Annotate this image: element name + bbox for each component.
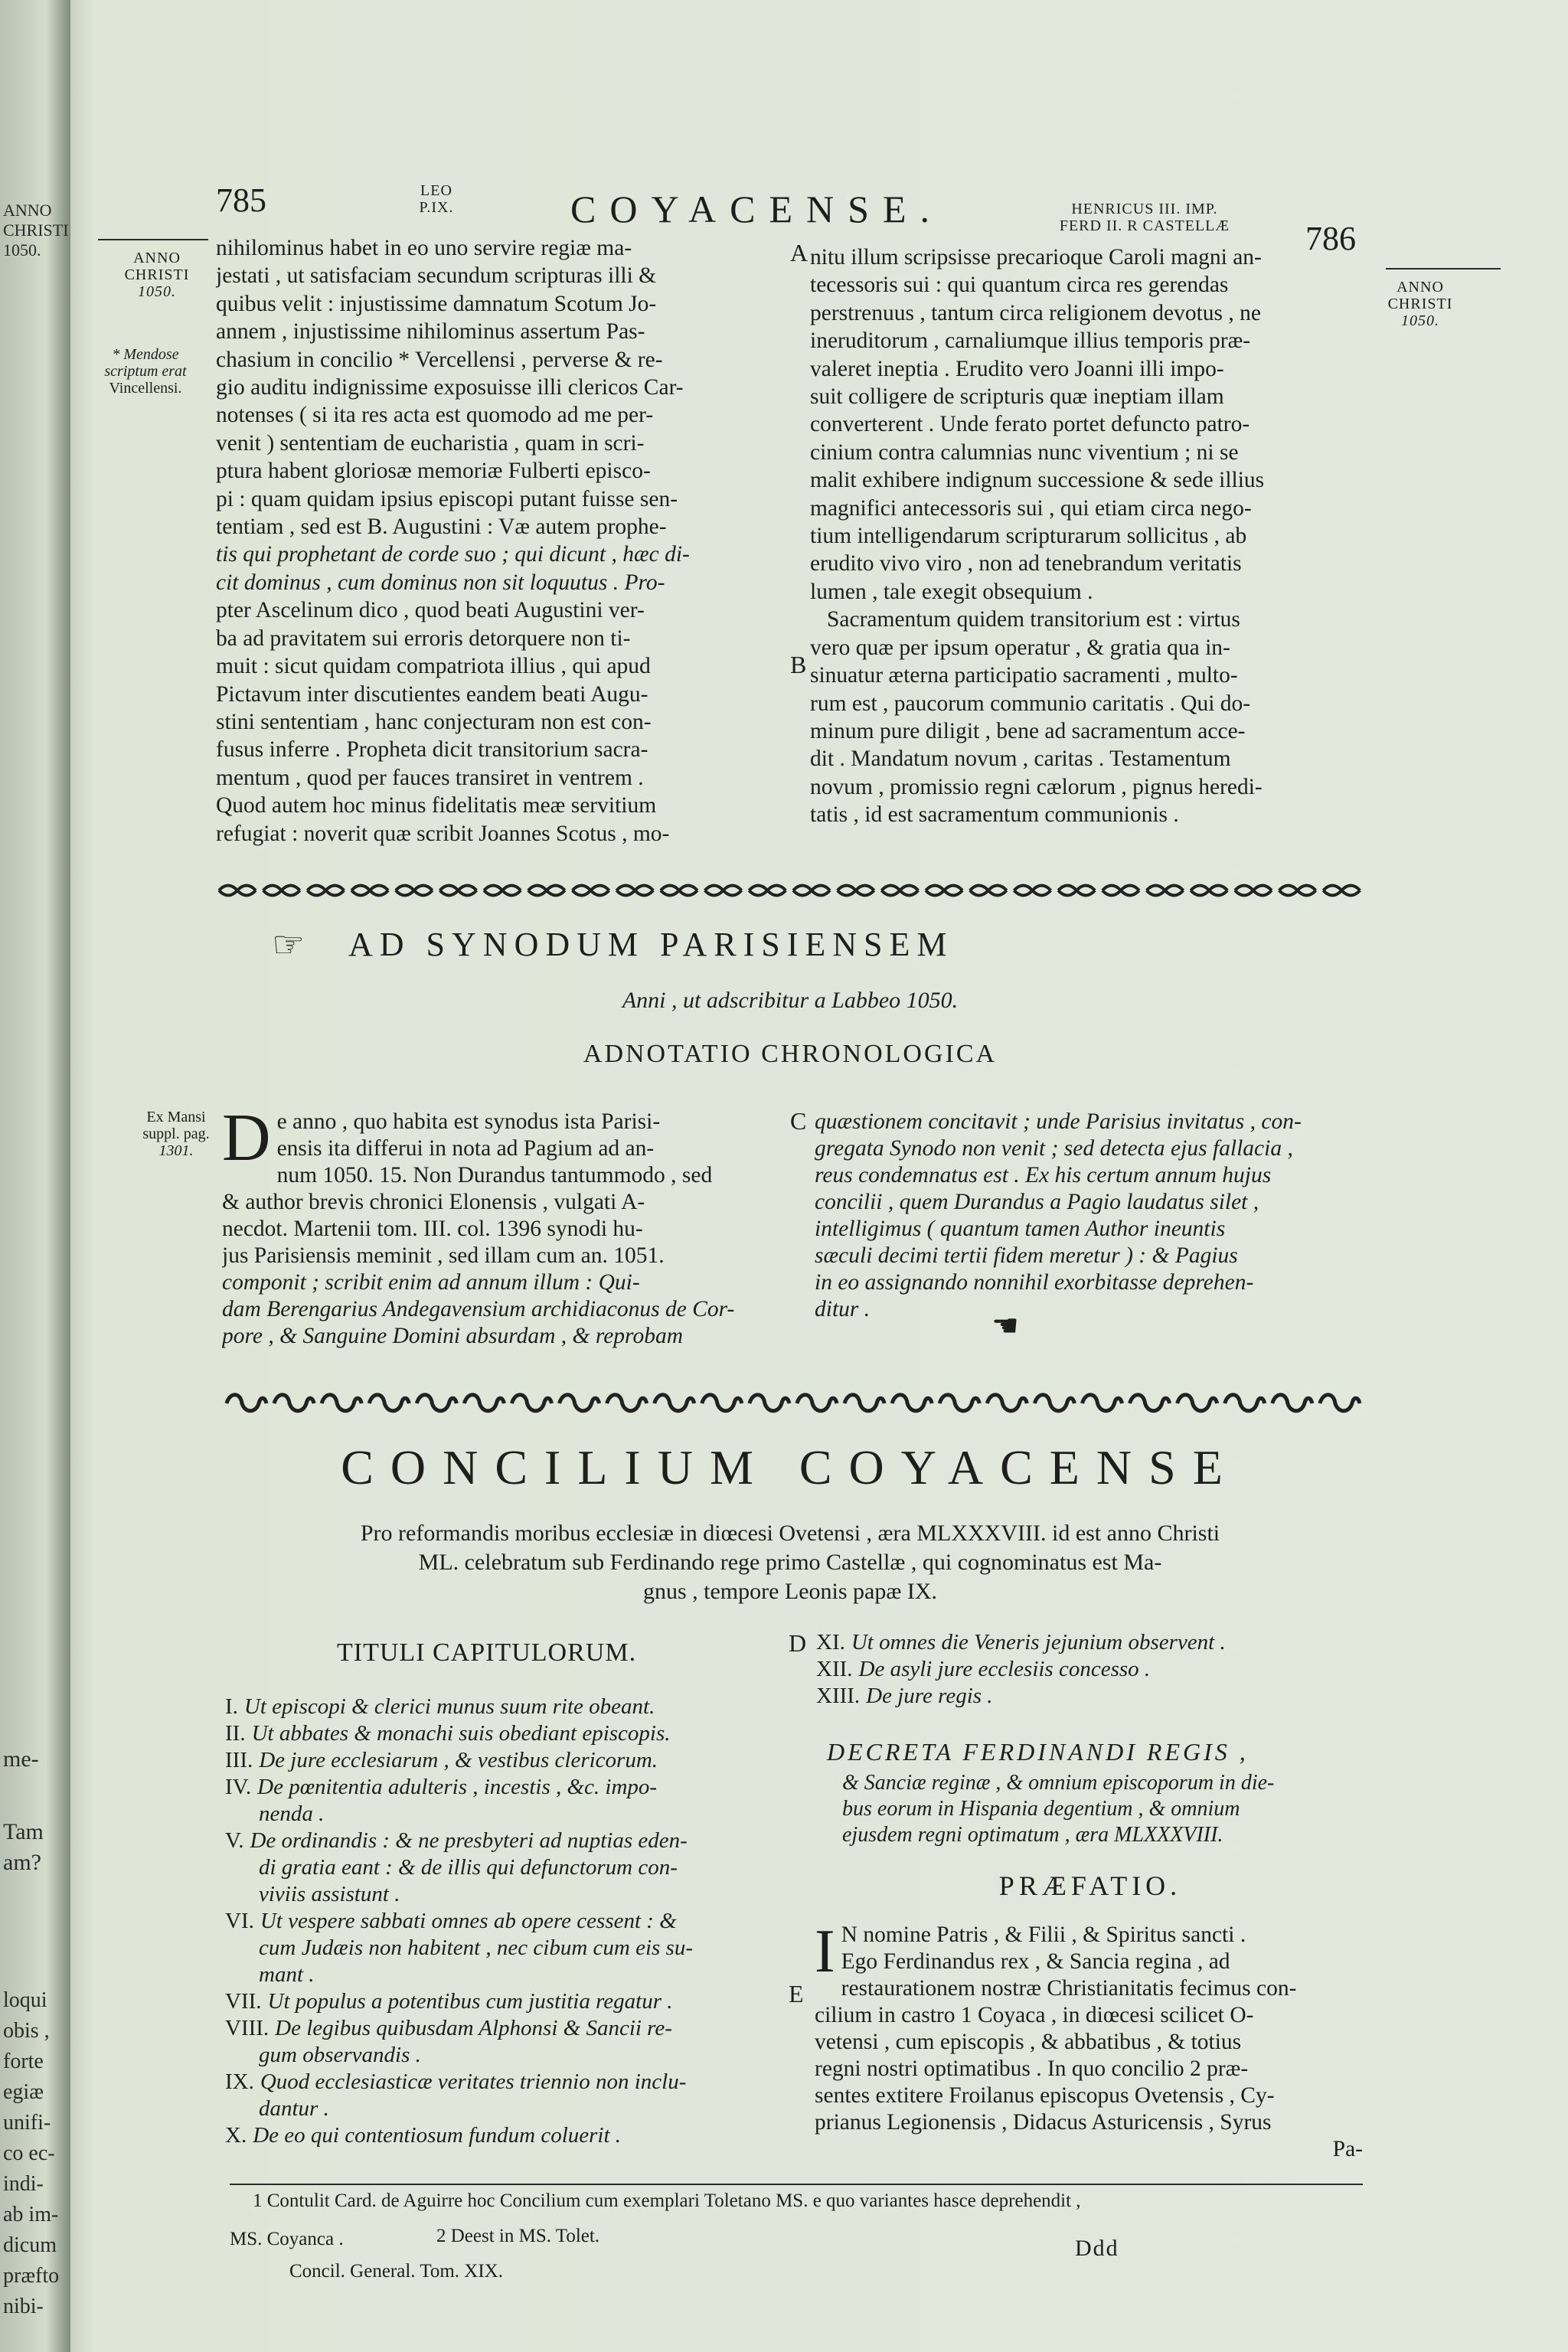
list-item: [225, 2096, 792, 2122]
item-text: Ut abbates & monachi suis obediant episcopis.: [251, 1721, 671, 1746]
fragment: præfto: [3, 2264, 60, 2288]
item-number: XI.: [816, 1630, 845, 1655]
ornament-glyph: [892, 1395, 932, 1411]
ornament-glyph: [1272, 1395, 1312, 1411]
text-line: num 1050. 15. Non Durandus tantummodo , sed: [276, 1163, 713, 1187]
item-text: di gratia eant : & de illis qui defunctorum con-: [259, 1855, 678, 1880]
tituli-heading: TITULI CAPITULORUM.: [337, 1638, 637, 1667]
decreta-line: & Sanciæ reginæ , & omnium episcoporum in die-: [842, 1771, 1275, 1795]
footnote-ms: MS. Coyanca .: [230, 2229, 344, 2249]
text-line: tentiam , sed est B. Augustini : Væ autem prophe-: [216, 514, 667, 540]
text-line: ensis ita differui in nota ad Pagium ad an-: [276, 1136, 655, 1161]
text-line: refugiat : noverit quæ scribit Joannes Scotus , mo-: [216, 821, 670, 846]
text-line: cinium contra calumnias nunc viventium ; ni se: [810, 439, 1239, 465]
ornament-glyph: [702, 1395, 742, 1411]
ornament-glyph: [369, 1395, 409, 1411]
text-line: e anno , quo habita est synodus ista Parisi-: [276, 1109, 661, 1134]
ornament-glyph: [464, 1395, 504, 1411]
text-line: gregata Synodo non venit ; sed detecta ejus fallacia ,: [815, 1136, 1293, 1161]
ornament-glyph: [416, 1395, 456, 1411]
text-line: jestati , ut satisfaciam secundum scripturas illi &: [216, 263, 657, 289]
ornament-glyph: [970, 886, 1007, 896]
item-number: V.: [225, 1828, 244, 1853]
year: 1050.: [138, 283, 176, 300]
item-text: Ut omnes die Veneris jejunium observent .: [851, 1630, 1226, 1655]
text-line: mentum , quod per fauces transiret in ventrem .: [216, 765, 644, 790]
item-text: De eo qui contentiosum fundum coluerit .: [253, 2123, 622, 2148]
text-line: minum pure diligit , bene ad sacramentum acce-: [810, 718, 1246, 743]
list-item: [225, 1828, 792, 1854]
item-number: II.: [225, 1721, 246, 1746]
ornament-glyph: [351, 886, 388, 896]
text-line: malit exhibere indignum successione & sede illius: [810, 468, 1265, 493]
item-number: I.: [225, 1694, 238, 1719]
item-text: De jure ecclesiarum , & vestibus clericorum.: [259, 1748, 658, 1772]
ornament-glyph: [616, 886, 653, 896]
item-text: Ut episcopi & clerici munus suum rite obeant.: [243, 1694, 655, 1719]
christi-word: CHRISTI: [124, 266, 190, 283]
ornament-glyph: [661, 886, 697, 896]
text-line: vetensi , cum episcopis , & abbatibus , & totius: [815, 2030, 1242, 2054]
fragment: ANNO: [3, 201, 52, 220]
text-line: rum est , paucorum communio caritatis . Qui do-: [810, 691, 1251, 716]
ornament-glyph: [1320, 1395, 1360, 1411]
text-line: nihilominus habet in eo uno servire regiæ ma-: [216, 236, 632, 260]
section-letter-e: E: [789, 1980, 804, 2007]
ornament-glyph: [1147, 886, 1184, 896]
item-number: IV.: [225, 1775, 252, 1799]
item-text: De ordinandis : & ne presbyteri ad nuptias eden-: [250, 1828, 688, 1853]
text-line: erudito vivo viro , non ad tenebrandum veritatis: [810, 551, 1242, 577]
text-line: converterent . Unde ferato portet defuncto patro-: [810, 412, 1250, 437]
ornament-glyph: [750, 1395, 789, 1411]
christi-word: CHRISTI: [1387, 296, 1453, 312]
signature-mark: Ddd: [1075, 2236, 1119, 2261]
ornament-glyph: [939, 1395, 979, 1411]
subtitle-line: gnus , tempore Leonis papæ IX.: [642, 1579, 938, 1604]
ornament-glyph: [1102, 886, 1139, 896]
ornament-glyph: [844, 1395, 884, 1411]
leo-label: LEO: [420, 182, 452, 199]
page-number-right: 786: [1305, 220, 1356, 257]
decreta-text: [842, 1770, 1274, 1848]
pope-label: P.IX.: [419, 199, 454, 216]
ornament-glyph: [573, 886, 609, 896]
text-line: sentes extitere Froilanus episcopus Ovetensis , Cy-: [815, 2083, 1275, 2108]
fragment: egiæ: [3, 2080, 44, 2104]
ornament-glyph: [1014, 886, 1050, 896]
text-column-left-top: [216, 234, 789, 848]
running-head-henricus: [1018, 201, 1271, 234]
adjacent-page-edge: [0, 0, 70, 2352]
text-line: venit ) sententiam de eucharistia , quam in scri-: [216, 430, 645, 456]
subtitle-line: ML. celebratum sub Ferdinando rege primo Castellæ , qui cognominatus est Ma-: [418, 1550, 1162, 1575]
item-text: mant .: [259, 1962, 315, 1987]
item-text: Ut populus a potentibus cum justitia regatur .: [267, 1989, 673, 2014]
text-line: Pa-: [1332, 2137, 1363, 2161]
page-number-left: 785: [216, 181, 266, 219]
item-text: gum observandis .: [259, 2043, 421, 2067]
text-line: tis qui prophetant de corde suo ; qui dicunt , hæc di-: [216, 542, 690, 567]
ornament-glyph: [838, 886, 874, 896]
ornament-glyph: [439, 886, 476, 896]
ornament-glyph: [607, 1395, 647, 1411]
ornament-glyph: [1225, 1395, 1265, 1411]
text-line: lumen , tale exegit obsequium .: [810, 579, 1093, 604]
list-item: [225, 2122, 792, 2149]
item-number: VI.: [225, 1909, 254, 1933]
text-line: componit ; scribit enim ad annum illum : Qui-: [222, 1270, 640, 1295]
margin-note-mendose: [77, 346, 214, 397]
text-line: nitu illum scripsisse precarioque Caroli magni an-: [810, 245, 1262, 270]
list-item: [225, 2015, 792, 2042]
text-line: quibus velit : injustissime damnatum Scotum Jo-: [216, 291, 657, 316]
text-column-right-top: [810, 243, 1361, 829]
item-text: viviis assistunt .: [259, 1882, 400, 1906]
fragment: unifi-: [3, 2111, 51, 2135]
footnote-2: 2 Deest in MS. Tolet.: [436, 2226, 600, 2246]
ornament-glyph: [1058, 886, 1095, 896]
margin-rule-left: [98, 239, 208, 240]
list-item: [225, 1774, 792, 1801]
text-line: quæstionem concitavit ; unde Parisius invitatus , con-: [815, 1109, 1302, 1134]
note-line: 1301.: [158, 1142, 194, 1159]
year: 1050.: [1401, 312, 1439, 329]
text-line: Pictavum inter discutientes eandem beati Augu-: [216, 681, 648, 707]
item-number: XII.: [816, 1657, 853, 1681]
list-item: [816, 1629, 1367, 1656]
section-letter-a: A: [790, 239, 808, 266]
decreta-line: bus eorum in Hispania degentium , & omnium: [842, 1797, 1240, 1821]
text-line: suit colligere de scripturis quæ ineptiam illam: [810, 384, 1224, 410]
item-text: Quod ecclesiasticæ veritates triennio non inclu-: [260, 2069, 687, 2094]
ornament-glyph: [528, 886, 565, 896]
decreta-heading: DECRETA FERDINANDI REGIS ,: [827, 1738, 1249, 1766]
concilium-subtitle: [216, 1519, 1364, 1606]
list-item: [225, 1881, 792, 1908]
list-item: [225, 1935, 792, 1962]
text-line: intelligimus ( quantum tamen Author ineuntis: [815, 1217, 1226, 1241]
ornament-glyph: [227, 1395, 266, 1411]
note-line: scriptum erat: [104, 363, 187, 380]
text-line: sæculi decimi tertii fidem meretur ) : & Pagius: [815, 1243, 1238, 1268]
text-line: restaurationem nostræ Christianitatis fecimus con-: [841, 1976, 1297, 2001]
item-text: De legibus quibusdam Alphonsi & Sancii re-: [275, 2016, 672, 2040]
text-line: magnifici antecessoris sui , qui etiam circa nego-: [810, 495, 1252, 521]
fragment: forte: [3, 2050, 44, 2073]
fragment: CHRISTI: [3, 220, 69, 240]
text-line: gio auditu indignissime exposuisse illi clericos Car-: [216, 375, 684, 400]
ornament-glyph: [396, 886, 433, 896]
synod-column-left: [222, 1101, 789, 1350]
synod-heading: AD SYNODUM PARISIENSEM: [348, 926, 954, 963]
text-line: stini sententiam , hanc conjecturam non est con-: [216, 709, 652, 734]
ornament-glyph: [512, 1395, 552, 1411]
item-number: VIII.: [225, 2016, 270, 2040]
ornament-glyph: [1191, 886, 1227, 896]
note-line: suppl. pag.: [142, 1125, 210, 1142]
list-item: [225, 1747, 792, 1774]
text-line: ba ad pravitatem sui erroris detorquere non ti-: [216, 626, 631, 651]
list-item: [816, 1683, 1367, 1710]
item-number: X.: [225, 2123, 247, 2148]
text-line: valeret ineptia . Erudito vero Joanni illi impo-: [810, 356, 1224, 381]
anno-christi-left: [115, 250, 199, 300]
section-letter-d: D: [789, 1629, 807, 1657]
text-line: Sacramentum quidem transitorium est : virtus: [827, 607, 1240, 632]
text-line: N nomine Patris , & Filii , & Spiritus sancti .: [841, 1922, 1246, 1947]
list-item: [225, 1962, 792, 1988]
fragment: indi-: [3, 2172, 44, 2196]
text-line: ptura habent gloriosæ memoriæ Fulberti episco-: [216, 459, 651, 484]
item-number: XIII.: [816, 1684, 861, 1708]
ornament-glyph: [307, 886, 344, 896]
section-letter-b: B: [790, 651, 807, 678]
ornament-glyph: [1083, 1395, 1122, 1411]
ornament-glyph: [263, 886, 300, 896]
text-line: perstrenuus , tantum circa religionem devotus , ne: [810, 300, 1262, 325]
footnote-1: 1 Contulit Card. de Aguirre hoc Concilium cum exemplari Toletano MS. e quo variantes hasce deprehendit ,: [253, 2190, 1081, 2211]
item-text: dantur .: [259, 2096, 329, 2121]
text-line: concilii , quem Durandus a Pagio laudatus silet ,: [815, 1190, 1259, 1214]
text-line: annem , injustissime nihilominus assertum Pas-: [216, 319, 645, 345]
item-text: De jure regis .: [866, 1684, 993, 1708]
fragment: obis ,: [3, 2019, 50, 2043]
item-number: IX.: [225, 2069, 254, 2094]
fragment: loqui: [3, 1988, 47, 2012]
praefatio-heading: PRÆFATIO.: [998, 1870, 1182, 1901]
text-line: prianus Legionensis , Didacus Asturicensis , Syrus: [815, 2110, 1272, 2135]
fragment: Tam: [3, 1819, 44, 1844]
text-line: reus condemnatus est . Ex his certum annum hujus: [815, 1163, 1272, 1187]
list-item: [225, 1694, 792, 1720]
concilium-title: CONCILIUM COYACENSE: [341, 1440, 1240, 1494]
fragment: dicum: [3, 2233, 57, 2257]
text-line: Quod autem hoc minus fidelitatis meæ servitium: [216, 793, 657, 818]
ornament-glyph: [797, 1395, 837, 1411]
ornament-glyph: [1279, 886, 1316, 896]
text-line: jus Parisiensis meminit , sed illam cum an. 1051.: [222, 1243, 665, 1268]
list-item: [225, 2042, 792, 2069]
dropcap: D: [222, 1101, 271, 1175]
ornament-glyph: [1178, 1395, 1217, 1411]
ornament-glyph: [1034, 1395, 1074, 1411]
ornament-glyph: [705, 886, 742, 896]
list-item: [225, 1908, 792, 1935]
ornament-band: [222, 1392, 1363, 1415]
text-line: ineruditorum , carnaliumque illius temporis præ-: [810, 328, 1251, 354]
fragment: ab im-: [3, 2203, 59, 2226]
ornament-glyph: [749, 886, 786, 896]
decreta-line: ejusdem regni optimatum , æra MLXXXVIII.: [842, 1823, 1223, 1847]
text-line: necdot. Martenii tom. III. col. 1396 synodi hu-: [222, 1217, 643, 1241]
note-line: Ex Mansi: [146, 1109, 206, 1125]
text-line: dit . Mandatum novum , caritas . Testamentum: [810, 746, 1231, 772]
list-item: [225, 2069, 792, 2096]
hand-ornament-icon: ☚: [991, 1308, 1019, 1343]
text-line: sinuatur æterna participatio sacramenti , multo-: [810, 663, 1238, 688]
item-number: VII.: [225, 1989, 262, 2014]
item-text: De pœnitentia adulteris , incestis , &c. impo-: [257, 1775, 658, 1799]
text-line: & author brevis chronici Elonensis , vulgati A-: [222, 1190, 645, 1214]
text-line: in eo assignando nonnihil exorbitasse deprehen-: [815, 1270, 1254, 1295]
text-line: cilium in castro 1 Coyaca , in diœcesi scilicet O-: [815, 2003, 1254, 2027]
footnote-rule: [230, 2184, 1363, 2185]
footer-concil: Concil. General. Tom. XIX.: [289, 2261, 503, 2282]
ornament-glyph: [1235, 886, 1272, 896]
anno-word: ANNO: [1396, 279, 1444, 296]
text-line: ditur .: [815, 1297, 871, 1321]
tituli-list: [225, 1694, 792, 2149]
fragment: 1050.: [3, 240, 41, 260]
text-line: pore , & Sanguine Domini absurdam , & reprobam: [222, 1324, 683, 1348]
item-number: III.: [225, 1748, 253, 1772]
fragment: co ec-: [3, 2141, 55, 2165]
text-line: novum , promissio regni cælorum , pignus heredi-: [810, 774, 1263, 799]
anno-word: ANNO: [133, 250, 181, 266]
subtitle-line: Pro reformandis moribus ecclesiæ in diœcesi Ovetensi , æra MLXXXVIII. id est anno Christi: [360, 1521, 1220, 1546]
ornament-glyph: [926, 886, 962, 896]
synod-subtitle: Anni , ut adscribitur a Labbeo 1050.: [622, 988, 959, 1013]
list-item: [225, 1988, 792, 2015]
text-line: tium intelligendarum scripturarum sollicitus , ab: [810, 524, 1247, 549]
ornament-glyph: [322, 1395, 361, 1411]
item-text: De asyli jure ecclesiis concesso .: [858, 1657, 1151, 1681]
synod-column-right: [815, 1109, 1363, 1323]
ornament-glyph: [793, 886, 830, 896]
ornament-glyph: [881, 886, 918, 896]
note-line: * Mendose: [112, 346, 179, 363]
dropcap: I: [815, 1918, 835, 1985]
margin-rule-right: [1386, 268, 1501, 270]
list-item: [816, 1656, 1367, 1683]
list-item: [225, 1801, 792, 1828]
text-line: tatis , id est sacramentum communionis .: [810, 802, 1179, 828]
text-line: cit dominus , cum dominus non sit loquutus . Pro-: [216, 570, 665, 595]
praefatio-text: [815, 1918, 1363, 2163]
fragment: me-: [3, 1746, 39, 1772]
ferd-label: FERD II. R CASTELLÆ: [1059, 217, 1230, 234]
text-line: vero quæ per ipsum operatur , & gratia qua in-: [810, 635, 1230, 660]
ornament-glyph: [219, 886, 256, 896]
ornament-glyph: [1130, 1395, 1170, 1411]
pointing-hand-icon: ☞: [272, 925, 305, 965]
text-line: dam Berengarius Andegavensium archidiaconus de Cor-: [222, 1297, 735, 1321]
text-line: Ego Ferdinandus rex , & Sancia regina , ad: [841, 1949, 1230, 1974]
item-text: cum Judæis non habitent , nec cibum cum eis su-: [259, 1936, 694, 1960]
text-line: pter Ascelinum dico , quod beati Augustini ver-: [216, 598, 645, 623]
adnotatio-heading: ADNOTATIO CHRONOLOGICA: [583, 1040, 998, 1068]
ornament-glyph: [987, 1395, 1027, 1411]
ornament-glyph: [274, 1395, 314, 1411]
section-letter-c: C: [790, 1107, 807, 1135]
ornament-band: [216, 879, 1364, 902]
text-line: muit : sicut quidam compatriota illius , qui apud: [216, 654, 651, 679]
list-item: [225, 1854, 792, 1881]
text-line: regni nostri optimatibus . In quo concilio 2 præ-: [815, 2056, 1249, 2081]
text-line: fusus inferre . Propheta dicit transitorium sacra-: [216, 737, 648, 763]
ornament-glyph: [484, 886, 521, 896]
list-item: [225, 1720, 792, 1747]
running-head-leo: [406, 182, 467, 216]
note-line: Vincellensi.: [109, 380, 182, 397]
text-line: tecessoris sui : qui quantum circa res gerendas: [810, 273, 1229, 298]
text-line: chasium in concilio * Vercellensi , perverse & re-: [216, 347, 663, 372]
fragment: nibi-: [3, 2295, 44, 2318]
anno-christi-right: [1378, 279, 1462, 329]
item-text: Ut vespere sabbati omnes ab opere cessent : &: [260, 1909, 677, 1933]
henricus-label: HENRICUS III. IMP.: [1071, 201, 1218, 217]
margin-note-ex-mansi: [130, 1109, 222, 1159]
ornament-glyph: [1323, 886, 1360, 896]
ornament-glyph: [655, 1395, 694, 1411]
item-text: nenda .: [259, 1802, 325, 1826]
text-line: pi : quam quidam ipsius episcopi putant fuisse sen-: [216, 486, 678, 511]
text-line: notenses ( si ita res acta est quomodo ad me per-: [216, 403, 654, 428]
ornament-glyph: [560, 1395, 599, 1411]
running-head-title: COYACENSE.: [570, 188, 943, 230]
tituli-list-right: [816, 1629, 1367, 1710]
fragment: am?: [3, 1850, 41, 1875]
